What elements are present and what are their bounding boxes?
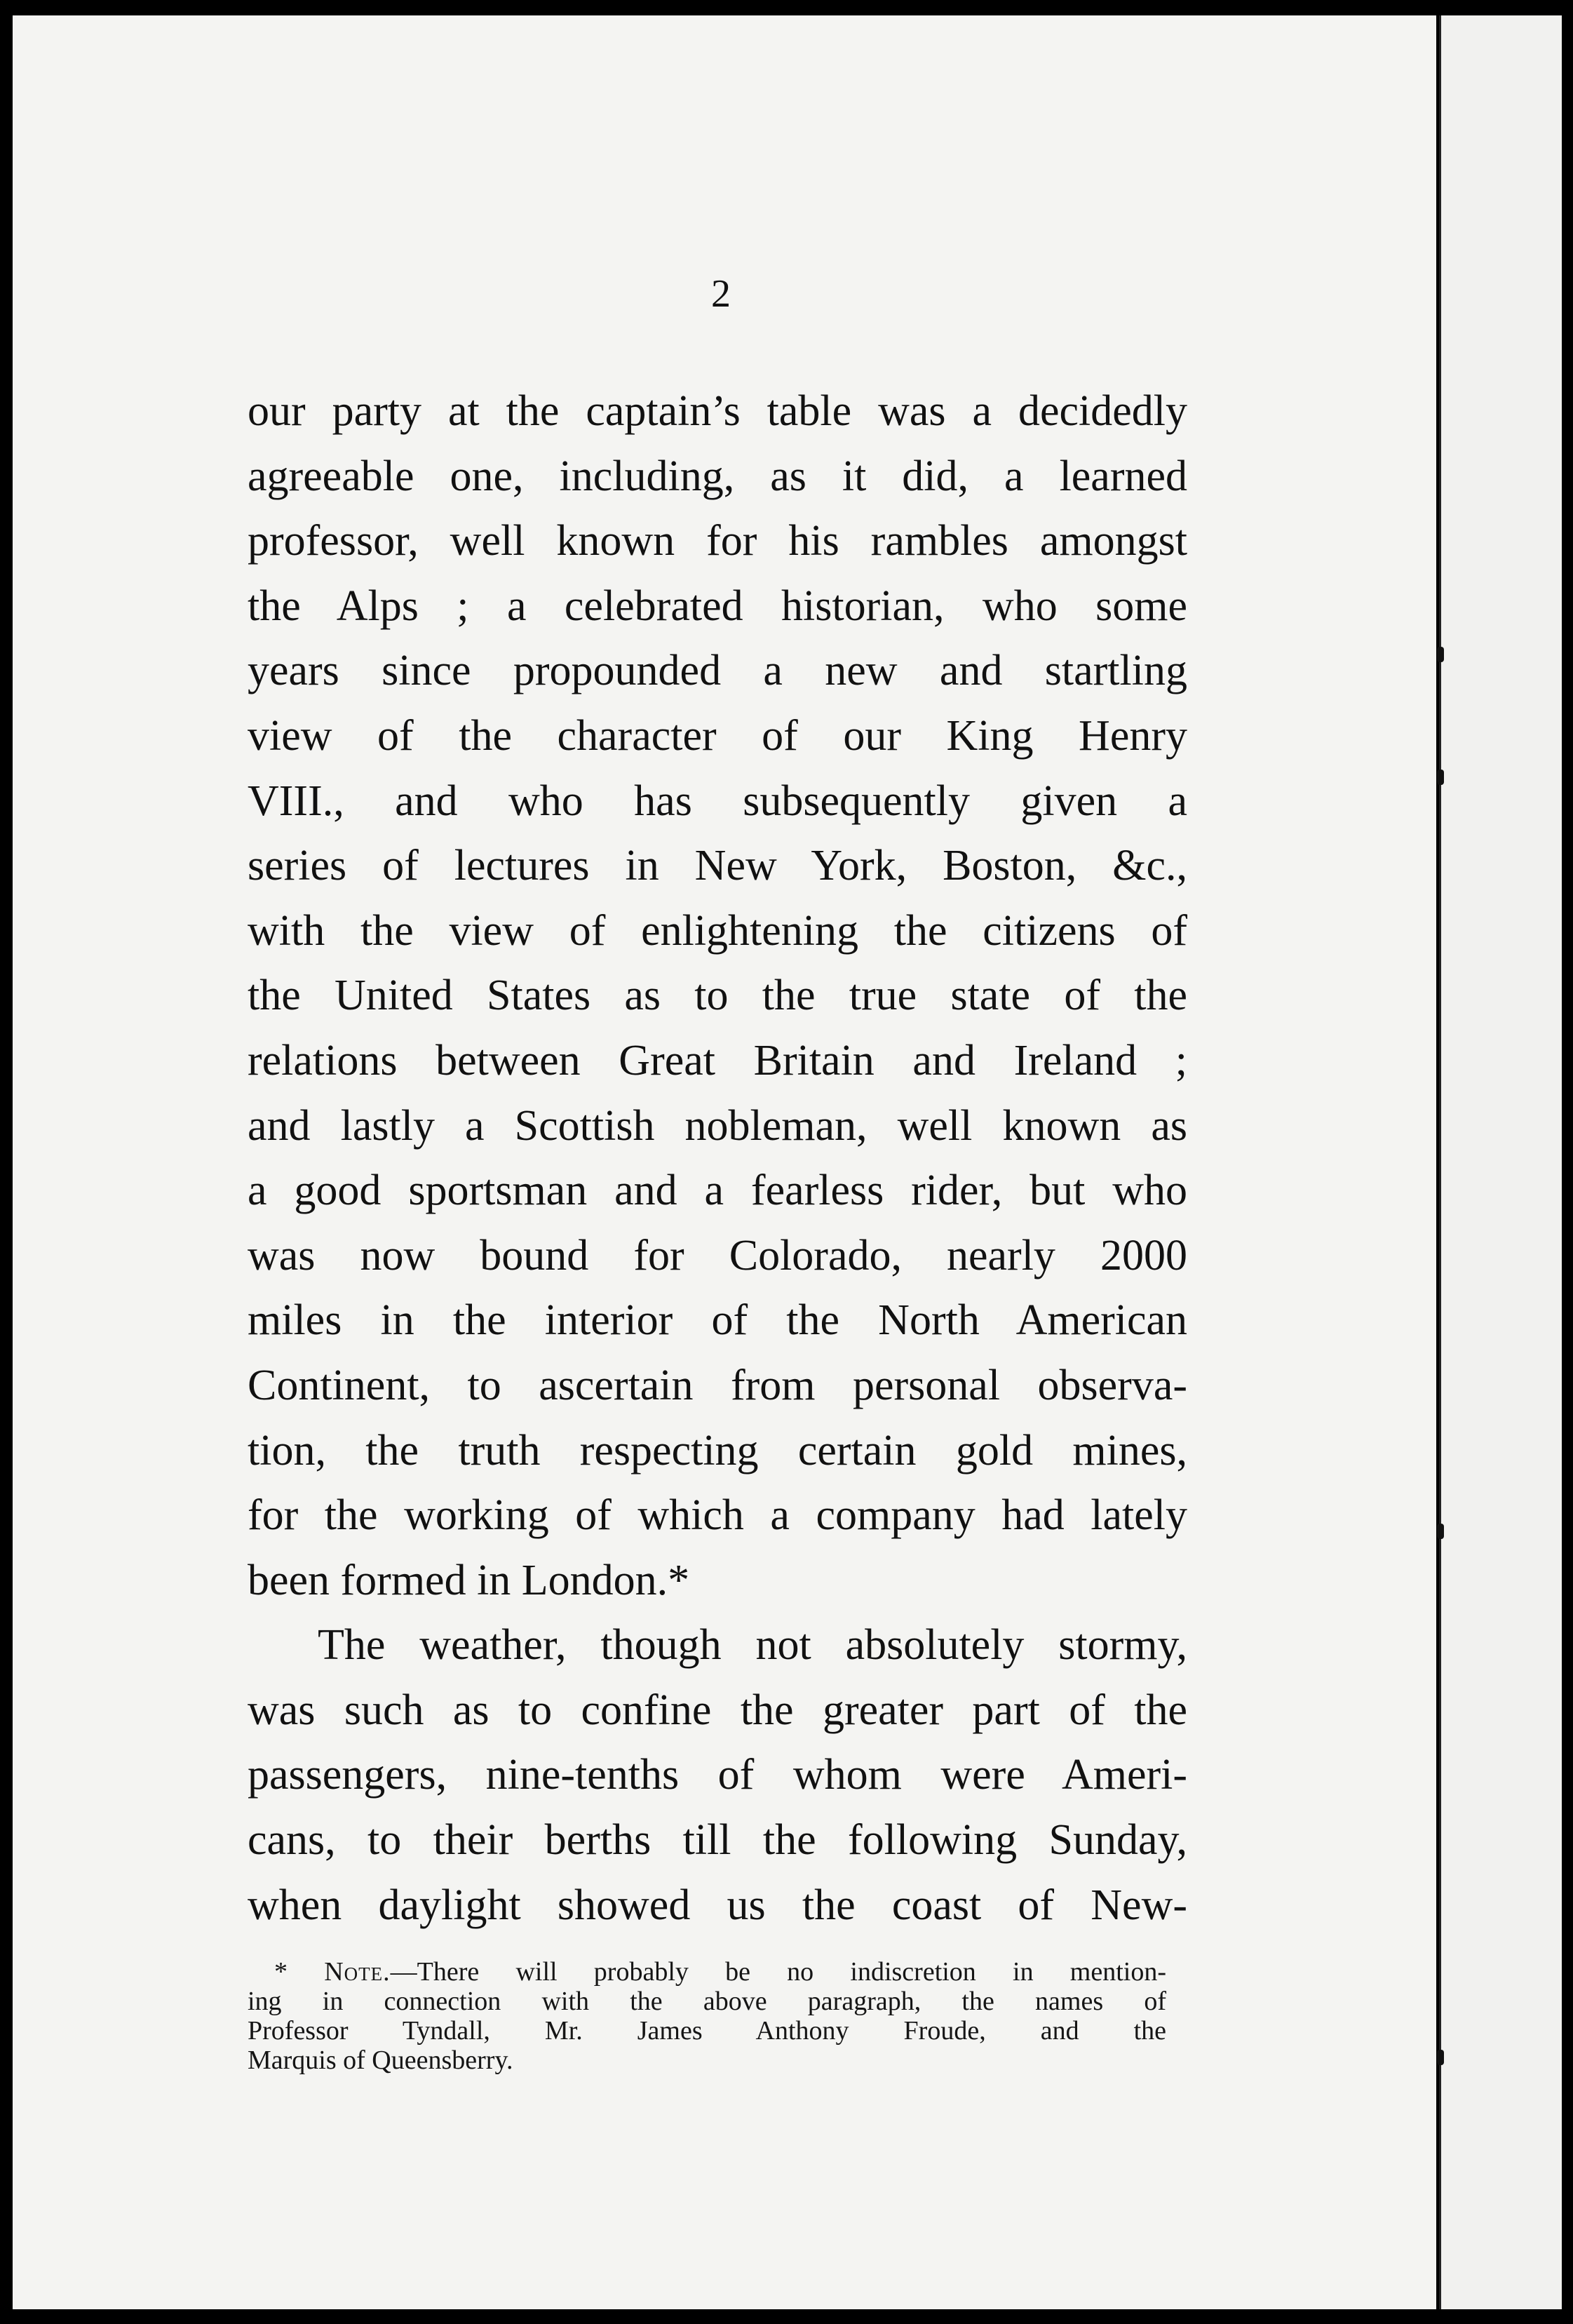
adjacent-page-edge [1439,15,1562,2309]
text-line: and lastly a Scottish nobleman, well known as [248,1101,1187,1150]
footnote-line: Marquis of Queensberry. [248,2046,513,2075]
text-line: The weather, though not absolutely stormy, [318,1621,1187,1670]
text-line: years since propounded a new and startling [248,647,1187,695]
text-line: a good sportsman and a fearless rider, but who [248,1167,1187,1215]
text-line: when daylight showed us the coast of New- [248,1881,1187,1929]
text-line: relations between Great Britain and Ireland ; [248,1036,1187,1084]
footnote-line: Professor Tyndall, Mr. James Anthony Froude, and the [248,2016,1166,2046]
text-line: Continent, to ascertain from personal observa- [248,1361,1187,1409]
binding-mark [1437,1524,1444,1539]
text-line: tion, the truth respecting certain gold mines, [248,1426,1187,1475]
text-line: the United States as to the true state of the [248,972,1187,1020]
page-number: 2 [711,272,731,316]
text-line: miles in the interior of the North American [248,1296,1187,1345]
footnote-line: ing in connection with the above paragraph, the names of [248,1987,1166,2016]
footnote-line [248,1957,1166,1987]
text-line: the Alps ; a celebrated historian, who some [248,582,1187,630]
footnote-text: —There will probably be no indiscretion in mention- [390,1957,1166,1987]
book-page [13,15,1436,2309]
text-line: was such as to confine the greater part of the [248,1686,1187,1734]
footnote-marker: * [274,1957,325,1987]
text-line: cans, to their berths till the following Sunday, [248,1816,1187,1865]
text-line: for the working of which a company had lately [248,1491,1187,1540]
text-line: was now bound for Colorado, nearly 2000 [248,1231,1187,1279]
text-line: agreeable one, including, as it did, a learned [248,452,1187,500]
binding-mark [1437,770,1444,785]
text-line: been formed in London.* [248,1556,690,1604]
binding-mark [1437,2050,1444,2065]
footnote-label: Note. [324,1957,391,1987]
text-line: with the view of enlightening the citizens of [248,906,1187,955]
text-line: view of the character of our King Henry [248,711,1187,760]
body-text [248,379,1187,1937]
text-line: VIII., and who has subsequently given a [248,777,1187,825]
text-line: passengers, nine-tenths of whom were Ameri- [248,1751,1187,1799]
text-line: professor, well known for his rambles amongst [248,517,1187,565]
text-line: series of lectures in New York, Boston, &c., [248,842,1187,890]
text-line: our party at the captain’s table was a decidedly [248,387,1187,435]
binding-mark [1437,647,1444,662]
footnote [248,1957,1166,2075]
